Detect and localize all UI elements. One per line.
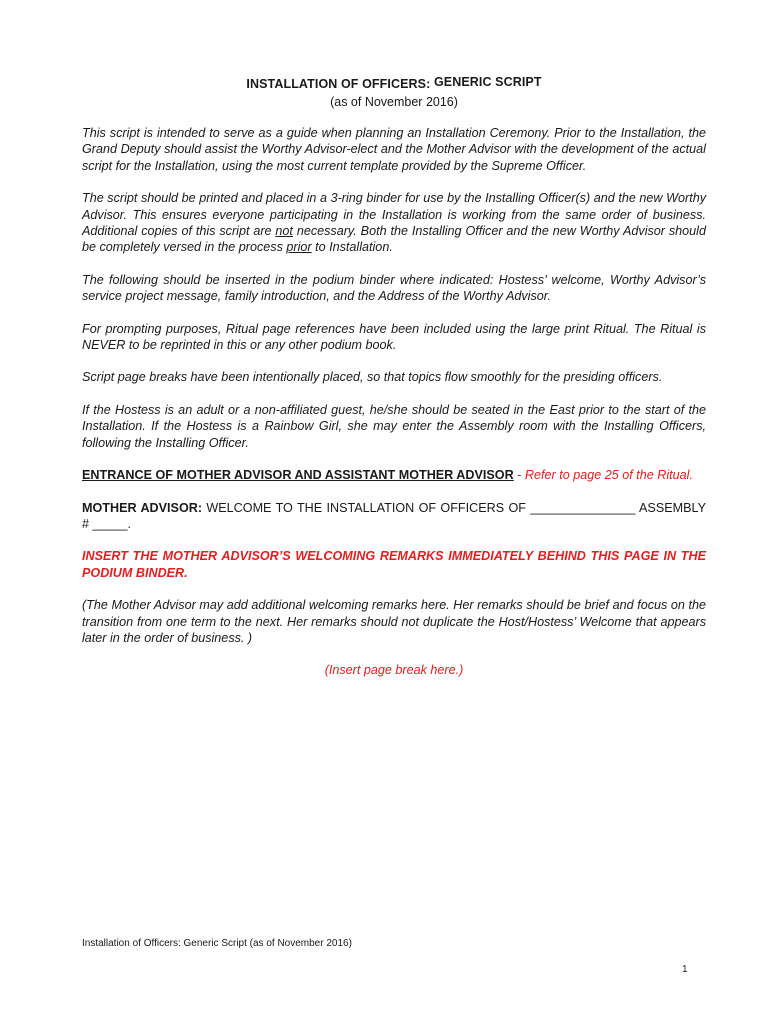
binder-text-a: The script should be printed and placed in a 3-ring binder for use by the Installing Officer(s) and the new Worthy Advisor. This ensures everyone participating in the Installation is working from the same order of business. Additional copies of this script are [82,191,706,239]
binder-text-not: not [275,224,293,239]
entrance-section [82,467,706,483]
binder-text-b: necessary. Both the Installing Officer and the new Worthy Advisor should be completely versed in the process [82,224,706,255]
page-break-note: (Insert page break here.) [324,663,464,678]
title-sub: GENERIC SCRIPT [433,75,542,89]
entrance-heading: ENTRANCE OF MOTHER ADVISOR AND ASSISTANT MOTHER ADVISOR [82,468,514,483]
hostess-paragraph: If the Hostess is an adult or a non-affiliated guest, he/she should be seated in the East prior to the start of the Installation. If the Hostess is a Rainbow Girl, she may enter the Assembly room with the Installing Officers, following the Installing Officer. [82,402,706,450]
document-title [82,76,706,92]
mother-advisor-text: WELCOME TO THE INSTALLATION OF OFFICERS OF _______________ ASSEMBLY # _____. [82,500,706,531]
entrance-reference: Refer to page 25 of the Ritual. [524,468,693,483]
title-block [82,76,706,110]
insert-notice: INSERT THE MOTHER ADVISOR’S WELCOMING REMARKS IMMEDIATELY BEHIND THIS PAGE IN THE PODIUM BINDER. [82,549,706,580]
remarks-note: (The Mother Advisor may add additional welcoming remarks here. Her remarks should be brief and focus on the transition from one term to the next. Her remarks should not duplicate the Host/Hostess’ Welcome that appears later in the order of business. ) [82,598,706,645]
page-number: 1 [682,964,688,975]
binder-paragraph [82,190,706,256]
entrance-separator: - [513,468,525,483]
page-breaks-paragraph: Script page breaks have been intentionally placed, so that topics flow smoothly for the presiding officers. [82,370,663,385]
binder-text-c: to Installation. [311,240,393,255]
insertions-paragraph: The following should be inserted in the podium binder where indicated: Hostess’ welcome, Worthy Advisor’s service project message, family introduction, and the Address of the Worthy Advisor. [82,272,706,304]
document-date: (as of November 2016) [330,95,458,109]
title-main: INSTALLATION OF OFFICERS: [246,77,431,91]
binder-text-prior: prior [286,240,312,255]
ritual-paragraph: For prompting purposes, Ritual page references have been included using the large print Ritual. The Ritual is NEVER to be reprinted in this or any other podium book. [82,321,706,353]
mother-advisor-line [82,500,706,533]
page-footer: Installation of Officers: Generic Script (as of November 2016) [82,938,352,949]
mother-advisor-label: MOTHER ADVISOR: [82,500,203,515]
document-body [82,125,706,695]
intro-paragraph: This script is intended to serve as a guide when planning an Installation Ceremony. Prior to the Installation, the Grand Deputy should assist the Worthy Advisor-elect and the Mother Advisor with the development of the actual script for the Installation, using the most current template provided by the Supreme Officer. [82,126,706,173]
